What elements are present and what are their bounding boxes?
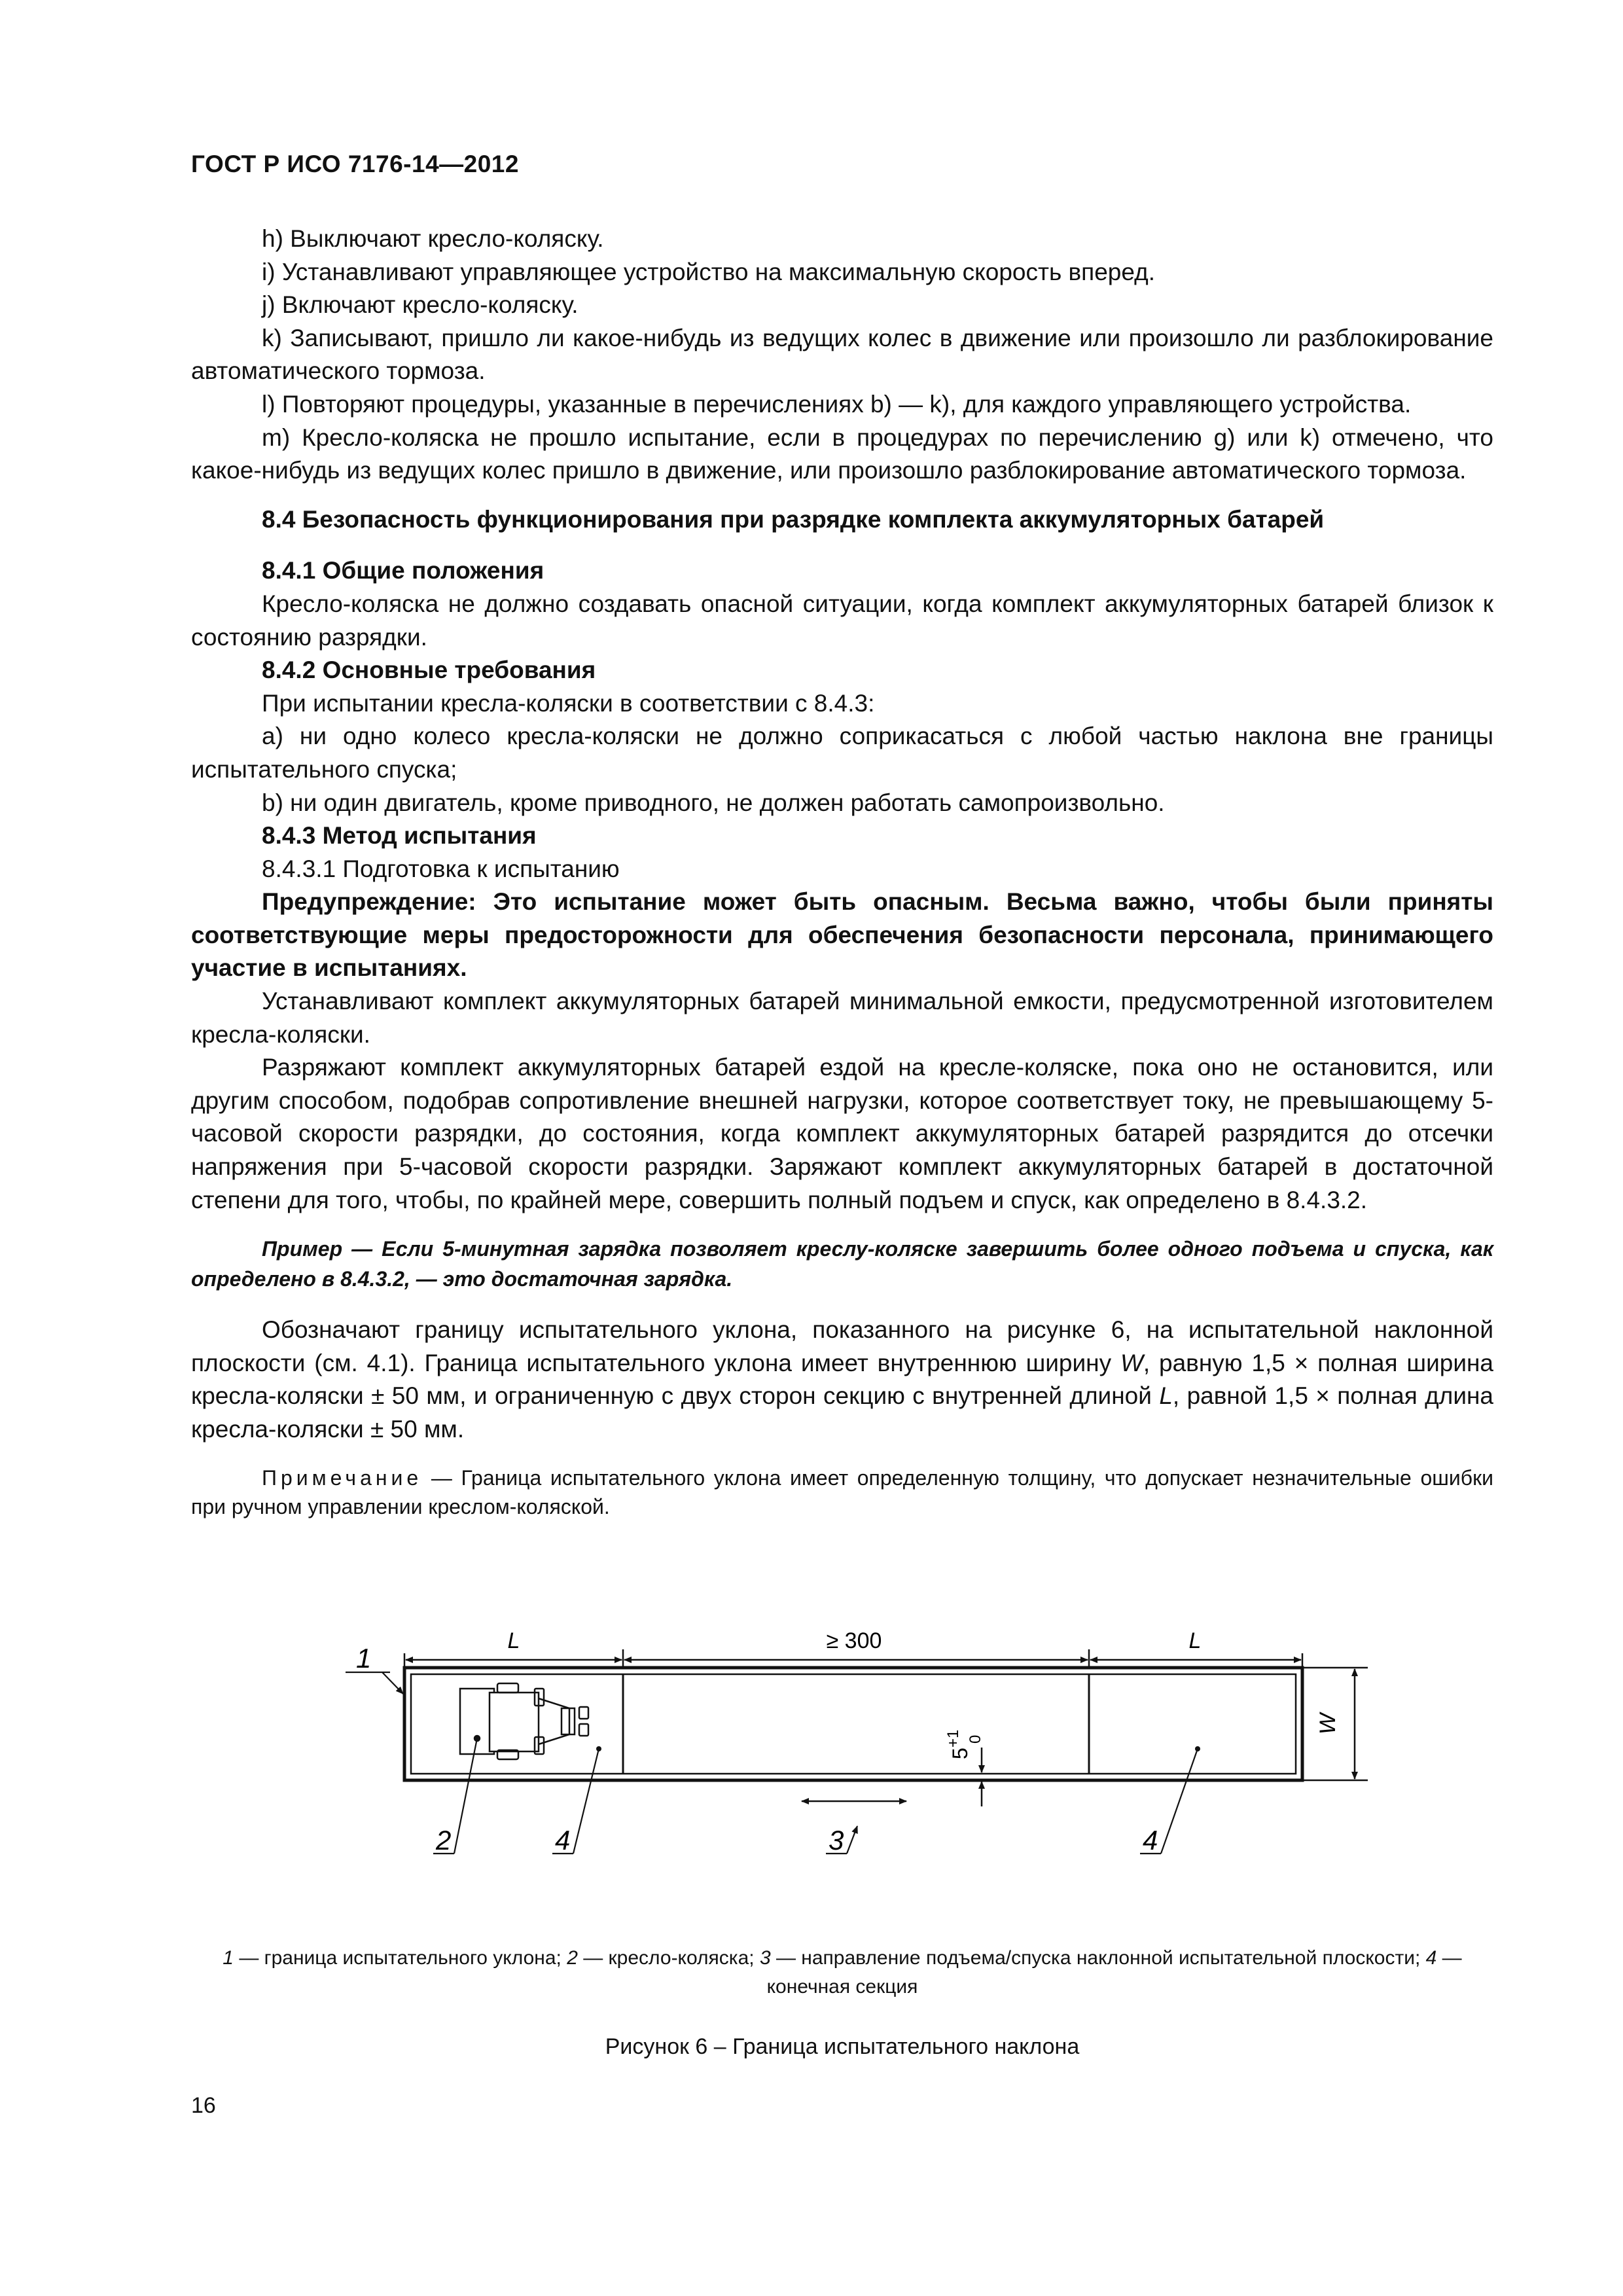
body-text bbox=[191, 223, 1493, 1521]
wheelchair-icon bbox=[460, 1683, 588, 1759]
legend-1-num: 1 bbox=[223, 1947, 234, 1969]
boundary-text-1: Обозначают границу испытательного уклона, показанного на рисунке 6, на испытательной наклонной плоскости (см. 4.1). Граница испытательного уклона имеет внутреннюю ширину bbox=[191, 1316, 1493, 1376]
subsection-heading-8-4-2: 8.4.2 Основные требования bbox=[262, 656, 596, 684]
paragraph-battery-discharge: Разряжают комплект аккумуляторных батарей ездой на кресле-коляске, пока оно не остановится, или другим способом, подобрав сопротивление внешней нагрузки, которое соответствует току, не превышающему 5-часовой скорости разрядки, до состояния, когда комплект аккумуляторных батарей разрядится до отсечки напряжения при 5-часовой скорости разрядки. Заряжают комплект аккумуляторных батарей в достаточной степени для того, чтобы, по крайней мере, совершить полный подъем и спуск, как определено в 8.4.3.2. bbox=[191, 1054, 1493, 1213]
legend-3-num: 3 bbox=[759, 1947, 771, 1969]
tolerance-base: 5 bbox=[948, 1748, 972, 1759]
subsection-heading-8-4-3: 8.4.3 Метод испытания bbox=[262, 822, 537, 850]
figure-6-diagram bbox=[0, 1610, 1623, 1937]
legend-2-num: 2 bbox=[567, 1947, 578, 1969]
figure-legend bbox=[191, 1944, 1493, 2001]
note-label: Примечание bbox=[262, 1465, 423, 1490]
list-item-j: j) Включают кресло-коляску. bbox=[262, 291, 579, 319]
list-item-m: m) Кресло-коляска не прошло испытание, если в процедурах по перечислению g) или k) отмечено, что какое-нибудь из ведущих колес пришло в движение, или произошло разблокирование автоматического тормоза. bbox=[191, 423, 1493, 484]
list-item-h: h) Выключают кресло-коляску. bbox=[262, 225, 604, 252]
subsection-8-4-3-1: 8.4.3.1 Подготовка к испытанию bbox=[262, 855, 620, 882]
note-paragraph bbox=[191, 1463, 1493, 1521]
requirement-b: b) ни один двигатель, кроме приводного, не должен работать самопроизвольно. bbox=[262, 789, 1165, 816]
paragraph-boundary bbox=[191, 1314, 1493, 1446]
tolerance-sub: 0 bbox=[967, 1734, 984, 1744]
dim-W: W bbox=[1315, 1713, 1340, 1735]
tolerance-label bbox=[944, 1730, 984, 1759]
page-number: 16 bbox=[191, 2093, 216, 2118]
symbol-L: L bbox=[1159, 1382, 1173, 1410]
paragraph-battery-install: Устанавливают комплект аккумуляторных батарей минимальной емкости, предусмотренной изготовителем кресла-коляски. bbox=[191, 988, 1493, 1048]
list-item-k: k) Записывают, пришло ли какое-нибудь из ведущих колес в движение или произошло ли разблокирование автоматического тормоза. bbox=[191, 324, 1493, 385]
dim-middle: ≥ 300 bbox=[826, 1628, 882, 1653]
figure-title: Рисунок 6 – Граница испытательного наклона bbox=[605, 2034, 1080, 2059]
legend-3-text: — направление подъема/спуска наклонной испытательной плоскости; bbox=[770, 1947, 1426, 1969]
symbol-W: W bbox=[1120, 1349, 1143, 1376]
warning-paragraph: Предупреждение: Это испытание может быть опасным. Весьма важно, чтобы были приняты соответствующие меры предосторожности для обеспечения безопасности персонала, принимающего участие в испытаниях. bbox=[191, 888, 1493, 982]
example-paragraph: Пример — Если 5-минутная зарядка позволяет креслу-коляске завершить более одного подъема и спуска, как определено в 8.4.3.2, — это достаточная зарядка. bbox=[191, 1237, 1493, 1291]
tolerance-sup: +1 bbox=[944, 1729, 962, 1748]
callout-1: 1 bbox=[356, 1643, 372, 1674]
callout-4a: 4 bbox=[555, 1825, 571, 1856]
note-text: — Граница испытательного уклона имеет определенную толщину, что допускает незначительные ошибки при ручном управлении креслом-коляской. bbox=[191, 1465, 1493, 1518]
legend-4-num: 4 bbox=[1425, 1947, 1437, 1969]
dim-L-right: L bbox=[1188, 1628, 1202, 1653]
boundary-text-2: , равную 1,5 × полная ширина кресла-коляски ± 50 мм, и ограниченную с двух сторон секцию с внутренней длиной bbox=[191, 1349, 1493, 1410]
callout-4b: 4 bbox=[1143, 1825, 1158, 1856]
paragraph-8-4-1: Кресло-коляска не должно создавать опасной ситуации, когда комплект аккумуляторных батарей близок к состоянию разрядки. bbox=[191, 590, 1493, 651]
dim-L-left: L bbox=[507, 1628, 520, 1653]
legend-4-text: — конечная секция bbox=[766, 1947, 1462, 1998]
callout-3: 3 bbox=[829, 1825, 844, 1856]
callout-2: 2 bbox=[436, 1825, 452, 1856]
legend-2-text: — кресло-коляска; bbox=[577, 1947, 760, 1969]
legend-1-text: — граница испытательного уклона; bbox=[233, 1947, 567, 1969]
list-item-l: l) Повторяют процедуры, указанные в перечислениях b) — k), для каждого управляющего устройства. bbox=[262, 390, 1412, 418]
document-header: ГОСТ Р ИСО 7176-14—2012 bbox=[191, 151, 519, 177]
subsection-heading-8-4-1: 8.4.1 Общие положения bbox=[262, 557, 544, 584]
requirement-a: a) ни одно колесо кресла-коляски не должно соприкасаться с любой частью наклона вне границы испытательного спуска; bbox=[191, 723, 1493, 783]
paragraph-8-4-2-intro: При испытании кресла-коляски в соответствии с 8.4.3: bbox=[262, 689, 875, 717]
boundary-text-3: , равной 1,5 × полная длина кресла-коляски ± 50 мм. bbox=[191, 1382, 1493, 1443]
section-heading-8-4: 8.4 Безопасность функционирования при разрядке комплекта аккумуляторных батарей bbox=[262, 505, 1325, 533]
list-item-i: i) Устанавливают управляющее устройство на максимальную скорость вперед. bbox=[262, 258, 1155, 285]
